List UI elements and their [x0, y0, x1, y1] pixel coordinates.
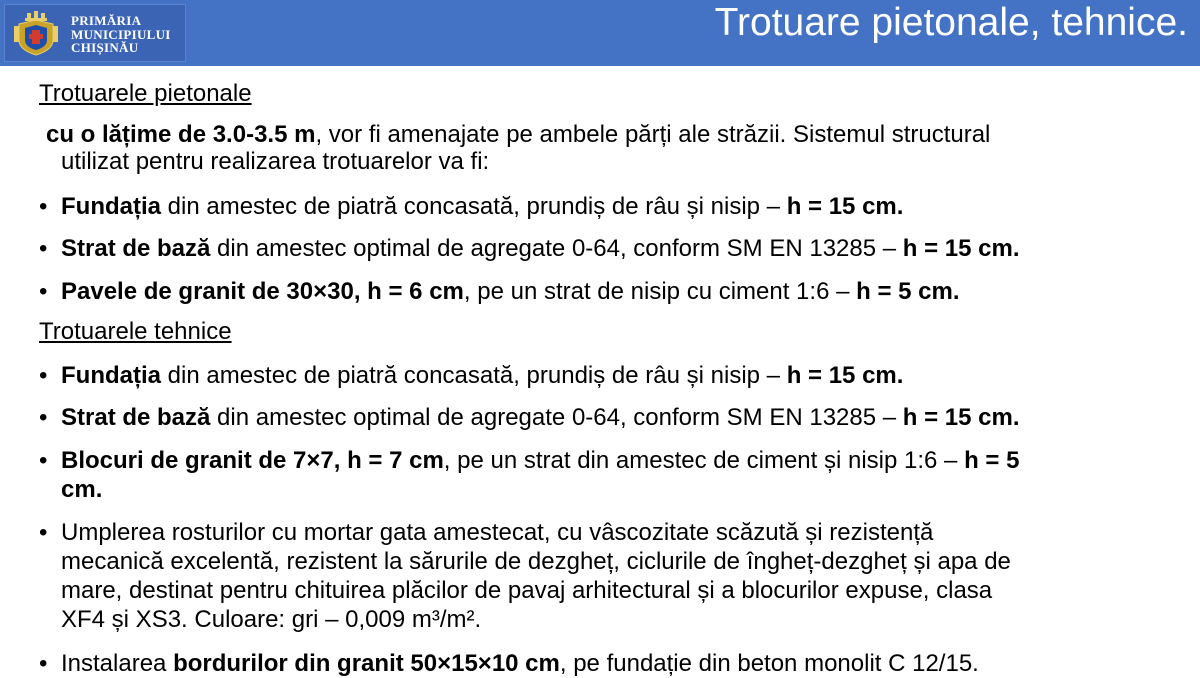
intro-line-2: utilizat pentru realizarea trotuarelor va fi:: [61, 148, 490, 175]
bullet-bold: Strat de bază: [61, 404, 211, 431]
bullet-text: Instalarea: [61, 650, 174, 677]
bullet-marker: •: [39, 193, 48, 220]
umplerea-line: mecanică excelentă, rezistent la sărurile de dezgheț, ciclurile de îngheț-dezgheț și apa de: [61, 548, 1011, 575]
bullet-text: din amestec optimal de agregate 0-64, conform SM EN 13285 –: [210, 235, 903, 262]
intro-text: , vor fi amenajate pe ambele părți ale străzii. Sistemul structural: [315, 121, 991, 148]
section-heading-pietonale: Trotuarele pietonale: [39, 80, 252, 107]
bullet-bold: Strat de bază: [61, 235, 211, 262]
bullet-bold-end: h = 5 cm.: [856, 278, 960, 305]
bullet-bold-end: h = 15 cm.: [902, 235, 1020, 262]
bullet-bold-end: h = 5: [964, 447, 1020, 474]
bullet-bold: Blocuri de granit de 7×7, h = 7 cm: [61, 447, 444, 474]
bullet-bold-end: h = 15 cm.: [902, 404, 1020, 431]
slide-title: Trotuare pietonale, tehnice.: [714, 1, 1188, 44]
bullet-bold-end: h = 15 cm.: [786, 193, 904, 220]
bullet-item: [61, 193, 903, 221]
logo-line: CHIȘINĂU: [71, 40, 139, 55]
bullet-text: , pe un strat din amestec de ciment și nisip 1:6 –: [443, 447, 965, 474]
umplerea-line: mare, destinat pentru chituirea plăcilor de pavaj arhitectural și a blocurilor expuse, clasa: [61, 577, 993, 604]
bullet-marker: •: [39, 362, 48, 389]
section-heading-tehnice: Trotuarele tehnice: [39, 318, 232, 345]
bullet-marker: •: [39, 404, 48, 431]
bullet-text: din amestec de piatră concasată, prundiș de râu și nisip –: [161, 362, 787, 389]
bullet-item-blocuri: [61, 447, 1019, 475]
intro-bold: cu o lățime de 3.0-3.5 m: [46, 121, 316, 148]
bullet-text-end: , pe fundație din beton monolit C 12/15.: [559, 650, 979, 677]
bullet-bold: Pavele de granit de 30×30, h = 6 cm: [61, 278, 464, 305]
umplerea-line: XF4 și XS3. Culoare: gri – 0,009 m³/m².: [61, 606, 482, 633]
bullet-item: [61, 404, 1020, 432]
bullet-marker: •: [39, 278, 48, 305]
bullet-bold: Fundația: [61, 193, 161, 220]
bullet-bold: Fundația: [61, 362, 161, 389]
intro-line-1: [46, 121, 990, 149]
bullet-item: [61, 362, 903, 390]
umplerea-line: Umplerea rosturilor cu mortar gata amestecat, cu vâscozitate scăzută și rezistență: [61, 519, 934, 546]
bullet-marker: •: [39, 650, 48, 677]
bullet-text: , pe un strat de nisip cu ciment 1:6 –: [463, 278, 857, 305]
bullet-item: [61, 278, 960, 306]
bullet-bold: bordurilor din granit 50×15×10 cm: [173, 650, 560, 677]
logo-line: PRIMĂRIA: [71, 13, 142, 28]
logo-line: MUNICIPIULUI: [71, 26, 171, 42]
bullet-marker: •: [39, 235, 48, 262]
bullet-item-bordura: [61, 650, 979, 678]
bullet-marker: •: [39, 519, 48, 546]
bullet-text: din amestec optimal de agregate 0-64, conform SM EN 13285 –: [210, 404, 903, 431]
bullet-bold-end: h = 15 cm.: [786, 362, 904, 389]
bullet-item: [61, 235, 1020, 263]
bullet-text: din amestec de piatră concasată, prundiș de râu și nisip –: [161, 193, 787, 220]
bullet-item-blocuri-cont: [61, 476, 102, 504]
bullet-marker: •: [39, 447, 48, 474]
bullet-bold-end: cm.: [61, 476, 103, 503]
